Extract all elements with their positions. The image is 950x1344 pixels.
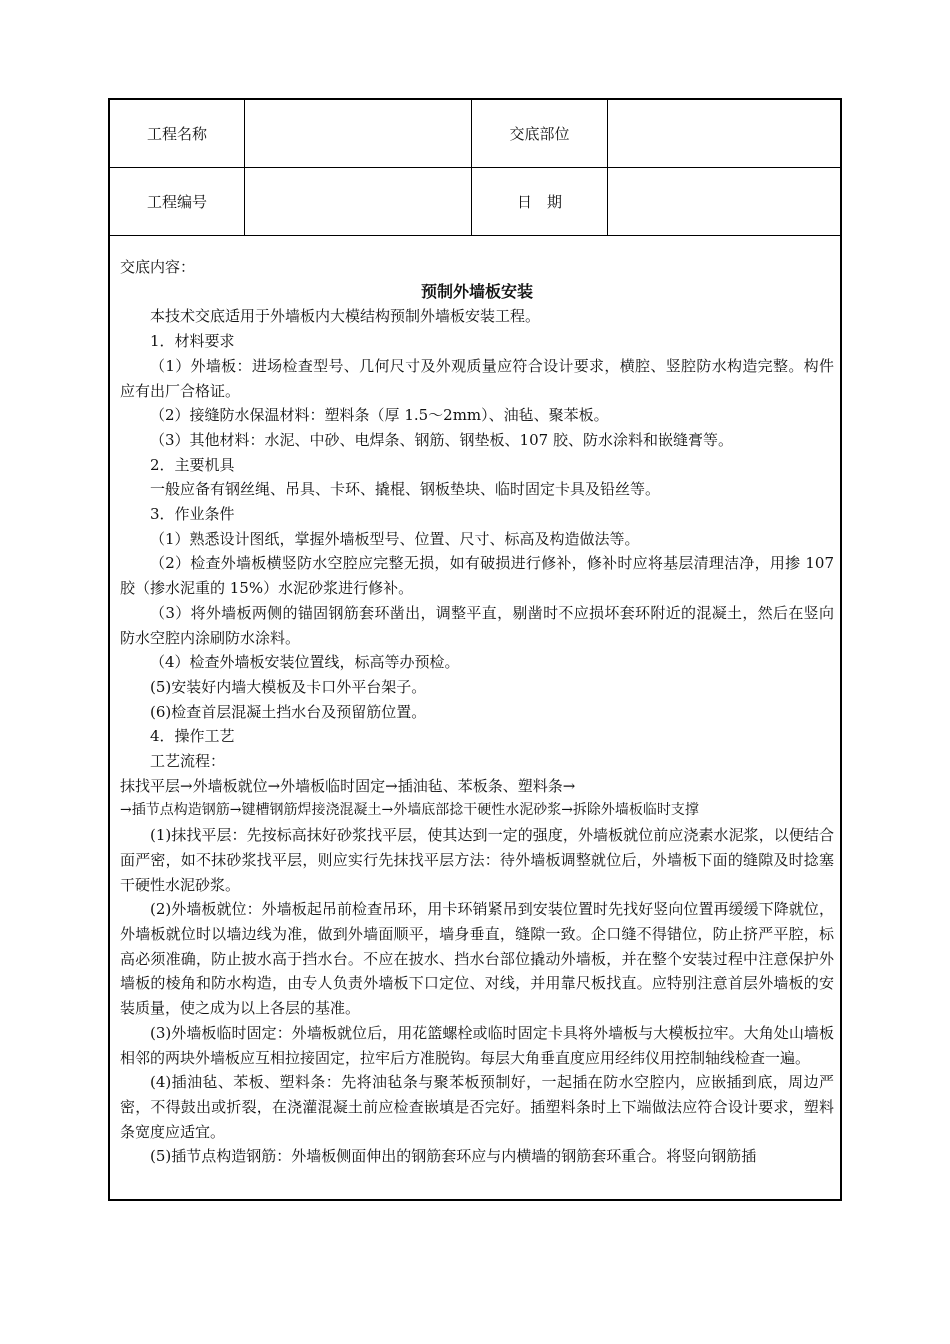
paragraph: (3)外墙板临时固定：外墙板就位后，用花篮螺栓或临时固定卡具将外墙板与大模板拉牢。大角处山墙板相邻的两块外墙板应互相拉接固定，拉牢后方准脱钩。每层大角垂直度应用经纬仪用控制轴线检查一遍。: [120, 1023, 834, 1067]
document-title: 预制外墙板安装: [420, 281, 533, 301]
paragraph: 一般应备有钢丝绳、吊具、卡环、撬棍、钢板垫块、临时固定卡具及铅丝等。: [150, 480, 661, 499]
section-heading: 2．主要机具: [150, 455, 235, 474]
section-heading: 3．作业条件: [150, 505, 235, 524]
paragraph: （2）接缝防水保温材料：塑料条（厚 1.5～2mm）、油毡、聚苯板。: [150, 406, 609, 425]
paragraph: （2）检查外墙板横竖防水空腔应完整无损，如有破损进行修补，修补时应将基层清理洁净，用掺 107 胶（掺水泥重的 15%）水泥砂浆进行修补。: [120, 554, 834, 598]
paragraph: （4）检查外墙板安装位置线，标高等办预检。: [150, 653, 460, 672]
paragraph: (5)插节点构造钢筋：外墙板侧面伸出的钢筋套环应与内横墙的钢筋套环重合。将竖向钢筋插: [150, 1147, 757, 1166]
process-flow-line: 抹找平层→外墙板就位→外墙板临时固定→插油毡、苯板条、塑料条→: [120, 776, 576, 795]
paragraph: (1)抹找平层：先按标高抹好砂浆找平层，使其达到一定的强度，外墙板就位前应浇素水泥浆，以便结合面严密，如不抹砂浆找平层，则应实行先抹找平层方法：待外墙板调整就位后，外墙板下面的缝隙及时捻塞干硬性水泥砂浆。: [120, 826, 834, 894]
paragraph: 工艺流程：: [150, 752, 226, 771]
paragraph: 本技术交底适用于外墙板内大模结构预制外墙板安装工程。: [150, 307, 541, 326]
project-name-label: 工程名称: [110, 100, 245, 167]
paragraph: (2)外墙板就位：外墙板起吊前检查吊环，用卡环销紧吊到安装位置时先找好竖向位置再缓缓下降就位，外墙板就位时以墙边线为准，做到外墙面顺平，墙身垂直，缝隙一致。企口缝不得错位，防止挤严平腔，标高必须准确，防止披水高于挡水台。不应在披水、挡水台部位撬动外墙板，并在整个安装过程中注意保护外墙板的棱角和防水构造，由专人负责外墙板下口定位、对线，并用靠尺板找直。应特别注意首层外墙板的安装质量，使之成为以上各层的基准。: [120, 900, 834, 1018]
header-row-2: [110, 167, 840, 236]
handover-content: [110, 235, 840, 1199]
paragraph: (5)安装好内墙大模板及卡口外平台架子。: [150, 677, 427, 696]
project-no-field[interactable]: [245, 167, 472, 235]
paragraph: （1）熟悉设计图纸，掌握外墙板型号、位置、尺寸、标高及构造做法等。: [150, 529, 640, 548]
project-no-label: 工程编号: [110, 167, 245, 235]
section-heading: 4．操作工艺: [150, 727, 235, 746]
project-name-field[interactable]: [245, 100, 472, 167]
paragraph: (4)插油毡、苯板、塑料条：先将油毡条与聚苯板预制好，一起插在防水空腔内，应嵌插到底，周边严密，不得鼓出或折裂，在浇灌混凝土前应检查嵌填是否完好。插塑料条时上下端做法应符合设计要求，塑料条宽度应适宜。: [120, 1073, 834, 1141]
header-row-1: [110, 100, 840, 168]
date-field[interactable]: [608, 167, 840, 235]
handover-part-label: 交底部位: [472, 100, 608, 167]
paragraph: （3）将外墙板两侧的锚固钢筋套环凿出，调整平直，剔凿时不应损坏套环附近的混凝土，然后在竖向防水空腔内涂刷防水涂料。: [120, 603, 834, 647]
paragraph: （1）外墙板：进场检查型号、几何尺寸及外观质量应符合设计要求，横腔、竖腔防水构造完整。构件应有出厂合格证。: [120, 356, 834, 400]
section-heading: 1．材料要求: [150, 332, 235, 351]
handover-part-field[interactable]: [608, 100, 840, 167]
date-label: 日 期: [472, 167, 608, 235]
process-flow-line: →插节点构造钢筋→键槽钢筋焊接浇混凝土→外墙底部捻干硬性水泥砂浆→拆除外墙板临时支撑: [120, 802, 699, 819]
paragraph: (6)检查首层混凝土挡水台及预留筋位置。: [150, 702, 427, 721]
content-text: [120, 255, 834, 1169]
handover-form: [108, 98, 842, 1201]
content-label: 交底内容：: [120, 258, 196, 276]
paragraph: （3）其他材料：水泥、中砂、电焊条、钢筋、钢垫板、107 胶、防水涂料和嵌缝膏等。: [150, 430, 733, 449]
